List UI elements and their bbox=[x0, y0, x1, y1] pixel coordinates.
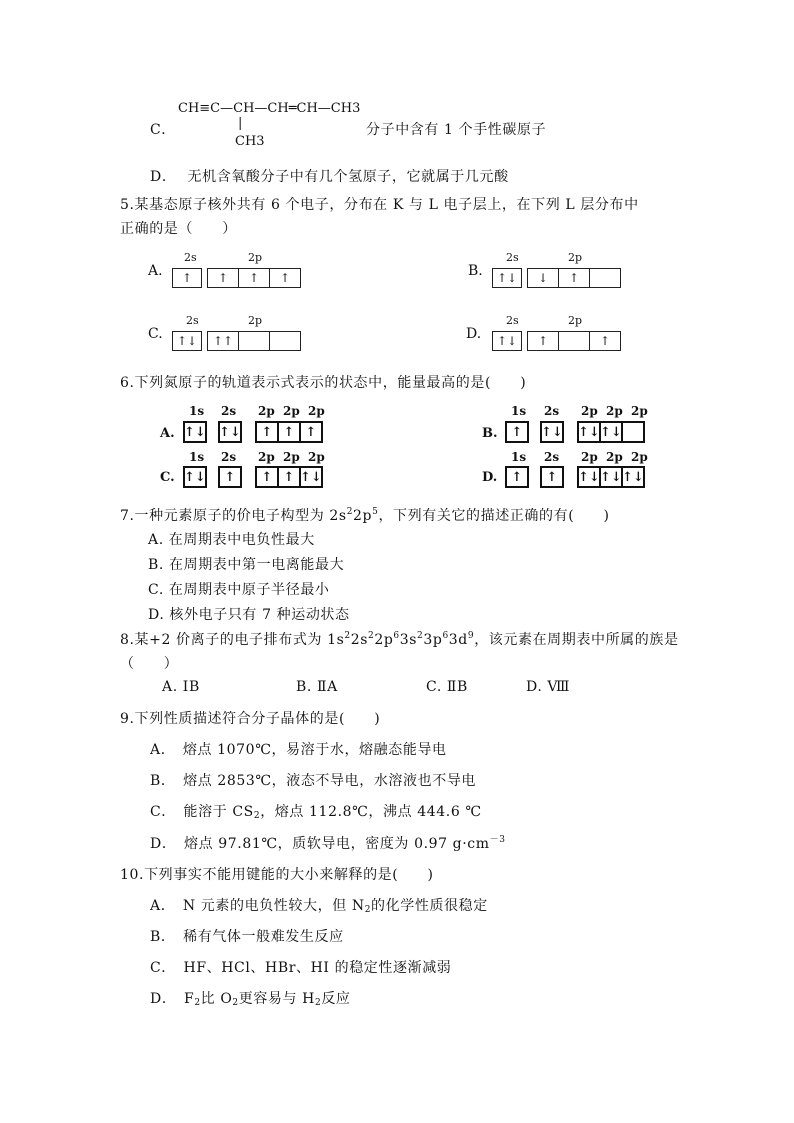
q6-b-2p3-label: 2p bbox=[631, 404, 648, 418]
q10-d-d: 反应 bbox=[321, 991, 351, 1007]
q6-d-label: D. bbox=[482, 470, 498, 485]
q10-option-c: C． HF、HCl、HBr、HI 的稳定性逐渐减弱 bbox=[150, 960, 452, 976]
q6-c-2s-box bbox=[218, 466, 242, 488]
q9-option-b: B． 熔点 2853℃，液态不导电，水溶液也不导电 bbox=[150, 773, 477, 789]
q6-a-2p2-label: 2p bbox=[283, 404, 300, 418]
q6-b-2s-box bbox=[540, 421, 564, 443]
q7-stem-sup1: 2 bbox=[346, 507, 354, 517]
orbital-cell: ↑↓ bbox=[541, 424, 563, 440]
q5-d-label: D. bbox=[466, 326, 482, 342]
orbital-cell: ↑ bbox=[546, 469, 558, 485]
q10-stem: 10.下列事实不能用键能的大小来解释的是( ) bbox=[120, 867, 434, 883]
q10-d-sub2: 2 bbox=[232, 998, 239, 1008]
orbital-cell: ↑ bbox=[279, 423, 301, 441]
q5-c-label: C. bbox=[148, 326, 163, 342]
orbital-cell: ↑ bbox=[511, 469, 523, 485]
q6-b-1s-box bbox=[505, 421, 529, 443]
q9-d-a: D． 熔点 97.81℃，质软导电，密度为 0.97 g·cm bbox=[150, 836, 490, 852]
q4d-option bbox=[150, 166, 509, 186]
orbital-cell: ↑↓ bbox=[496, 334, 518, 348]
q8-cfg: 9 bbox=[467, 631, 475, 641]
orbital-cell: ↑ bbox=[208, 269, 239, 287]
q8-stem bbox=[120, 629, 679, 649]
orbital-cell bbox=[590, 269, 620, 287]
orbital-cell: ↑ bbox=[511, 424, 523, 440]
q8-cfg: 6 bbox=[442, 631, 449, 641]
orbital-cell: ↑ bbox=[279, 468, 301, 486]
q7-stem-sup2: 5 bbox=[372, 507, 379, 517]
q6-c-label: C. bbox=[160, 470, 175, 485]
q8-cfg: 2 bbox=[368, 631, 375, 641]
q8-stem-line2: （ ） bbox=[120, 656, 179, 672]
q5-c-2s-box bbox=[172, 331, 202, 351]
q5-b-label: B. bbox=[468, 263, 483, 279]
q5-d-2p-box bbox=[527, 331, 621, 351]
orbital-cell: ↑↓ bbox=[184, 424, 206, 440]
q5-a-2s-box bbox=[172, 268, 202, 288]
q6-b-label: B. bbox=[482, 426, 498, 441]
q6-c-2p3-label: 2p bbox=[308, 450, 325, 464]
orbital-cell: ↓ bbox=[528, 269, 559, 287]
q8-cfg: 2 bbox=[417, 631, 424, 641]
q9-c-sub: 2 bbox=[253, 811, 261, 821]
orbital-cell: ↑↓ bbox=[184, 469, 206, 485]
q8-option-b: B. ⅡA bbox=[296, 679, 338, 695]
orbital-cell: ↑ bbox=[559, 269, 590, 287]
q4c-text: 分子中含有 1 个手性碳原子 bbox=[366, 122, 547, 138]
q7-option-b: B. 在周期表中第一电离能最大 bbox=[148, 557, 345, 573]
q6-d-2p3-label: 2p bbox=[631, 450, 648, 464]
orbital-cell: ↑ bbox=[599, 334, 611, 348]
q10-d-a: D． F bbox=[150, 991, 195, 1007]
orbital-cell: ↑↓ bbox=[600, 469, 622, 485]
q5-a-2s-label: 2s bbox=[184, 251, 197, 264]
orbital-cell bbox=[623, 423, 643, 441]
q6-d-2p-box bbox=[577, 466, 645, 488]
orbital-cell: ↑↓ bbox=[496, 271, 518, 285]
orbital-cell: ↑ bbox=[257, 423, 279, 441]
orbital-cell: ↑ bbox=[181, 271, 193, 285]
q6-a-1s-box bbox=[183, 421, 207, 443]
q6-c-1s-box bbox=[183, 466, 207, 488]
orbital-cell: ↑ bbox=[257, 468, 279, 486]
q4c-formula bbox=[178, 101, 360, 116]
q9-stem: 9.下列性质描述符合分子晶体的是( ) bbox=[120, 711, 381, 727]
orbital-cell: ↑↓ bbox=[600, 424, 622, 440]
q8-cfg: 3d bbox=[448, 632, 468, 648]
q9-option-a: A． 熔点 1070℃，易溶于水，熔融态能导电 bbox=[150, 742, 447, 758]
orbital-cell: ↑↓ bbox=[176, 334, 198, 348]
q6-a-2p3-label: 2p bbox=[308, 404, 325, 418]
q8-stem-a: 8.某+2 价离子的电子排布式为 1s bbox=[120, 632, 345, 648]
q5-c-2p-label: 2p bbox=[248, 314, 263, 327]
q5-b-2p-box bbox=[527, 268, 621, 288]
q6-a-1s-label: 1s bbox=[189, 404, 205, 418]
orbital-cell bbox=[559, 332, 590, 350]
q6-a-2s-label: 2s bbox=[221, 404, 237, 418]
q5-d-2s-label: 2s bbox=[506, 314, 519, 327]
q10-a-a: A． N 元素的电负性较大，但 N bbox=[150, 898, 365, 914]
q9-c-a: C． 能溶于 CS bbox=[150, 804, 254, 820]
q8-option-a: A. ⅠB bbox=[162, 679, 200, 695]
q7-option-d: D. 核外电子只有 7 种运动状态 bbox=[148, 607, 350, 623]
q8-cfg: 2 bbox=[344, 631, 351, 641]
q6-a-2p-box bbox=[255, 421, 323, 443]
q10-d-sub1: 2 bbox=[194, 998, 201, 1008]
q5-d-2s-box bbox=[492, 331, 522, 351]
orbital-cell: ↑ bbox=[305, 424, 317, 440]
q5-b-2s-box bbox=[492, 268, 522, 288]
q8-cfg: 2p bbox=[374, 632, 394, 648]
q6-d-1s-label: 1s bbox=[511, 450, 527, 464]
q6-b-2s-label: 2s bbox=[544, 404, 560, 418]
q6-c-1s-label: 1s bbox=[189, 450, 205, 464]
q6-c-2p2-label: 2p bbox=[283, 450, 300, 464]
q5-b-2p-label: 2p bbox=[568, 251, 583, 264]
q10-d-b: 比 O bbox=[200, 991, 233, 1007]
orbital-cell: ↑↓ bbox=[219, 424, 241, 440]
q10-option-a bbox=[150, 895, 488, 915]
q8-cfg: 3s bbox=[399, 632, 418, 648]
q7-stem-b: 2p bbox=[353, 508, 373, 524]
q4c-label: C． bbox=[150, 122, 176, 138]
q9-option-c bbox=[150, 801, 482, 821]
q6-a-2s-box bbox=[218, 421, 242, 443]
q9-c-b: ，熔点 112.8℃，沸点 444.6 ℃ bbox=[260, 804, 482, 820]
q9-option-d bbox=[150, 832, 506, 853]
q5-stem-line1: 5.某基态原子核外共有 6 个电子，分布在 K 与 L 电子层上，在下列 L 层分布中 bbox=[120, 197, 639, 213]
q6-d-1s-box bbox=[505, 466, 529, 488]
q4c-formula-main: CH≡C—CH—CH═CH—CH3 bbox=[178, 101, 361, 116]
q9-d-sup: －3 bbox=[489, 835, 506, 845]
q5-c-2p-box bbox=[207, 331, 301, 351]
q4d-label: D． bbox=[150, 169, 177, 185]
q6-c-2p-box bbox=[255, 466, 323, 488]
q7-stem bbox=[120, 505, 610, 525]
q5-c-2s-label: 2s bbox=[186, 314, 199, 327]
q7-option-a: A. 在周期表中电负性最大 bbox=[148, 532, 315, 548]
orbital-cell bbox=[239, 332, 270, 350]
q10-option-b: B． 稀有气体一般难发生反应 bbox=[150, 929, 344, 945]
q6-b-2p-box bbox=[577, 421, 645, 443]
q7-option-c: C. 在周期表中原子半径最小 bbox=[148, 582, 330, 598]
orbital-cell: ↑↓ bbox=[622, 469, 644, 485]
q4c-branch: CH3 bbox=[235, 134, 265, 149]
q6-a-label: A. bbox=[160, 426, 175, 441]
q6-b-2p2-label: 2p bbox=[606, 404, 623, 418]
q6-d-2p1-label: 2p bbox=[581, 450, 598, 464]
orbital-cell: ↑↓ bbox=[578, 424, 600, 440]
q8-cfg: 6 bbox=[393, 631, 400, 641]
q6-d-2s-box bbox=[540, 466, 564, 488]
q6-c-2s-label: 2s bbox=[221, 450, 237, 464]
orbital-cell: ↑ bbox=[239, 269, 270, 287]
q5-a-2p-label: 2p bbox=[248, 251, 263, 264]
orbital-cell: ↑ bbox=[224, 469, 236, 485]
q6-b-2p1-label: 2p bbox=[581, 404, 598, 418]
q5-a-label: A. bbox=[148, 263, 163, 279]
q6-d-2p2-label: 2p bbox=[606, 450, 623, 464]
q5-d-2p-label: 2p bbox=[568, 314, 583, 327]
orbital-cell: ↑ bbox=[528, 332, 559, 350]
q10-d-sub3: 2 bbox=[315, 998, 322, 1008]
q7-stem-a: 7.一种元素原子的价电子构型为 2s bbox=[120, 508, 347, 524]
q10-a-sub: 2 bbox=[364, 905, 372, 915]
q8-cfg: 2s bbox=[350, 632, 369, 648]
q6-a-2p1-label: 2p bbox=[258, 404, 275, 418]
q8-stem-c: ，该元素在周期表中所属的族是 bbox=[474, 632, 679, 648]
q4d-text: 无机含氧酸分子中有几个氢原子，它就属于几元酸 bbox=[187, 169, 509, 185]
orbital-cell: ↑ bbox=[279, 271, 291, 285]
q5-b-2s-label: 2s bbox=[506, 251, 519, 264]
orbital-cell: ↑↑ bbox=[208, 332, 239, 350]
q5-stem-line2: 正确的是（ ） bbox=[120, 221, 237, 237]
q5-a-2p-box bbox=[207, 268, 301, 288]
q10-option-d bbox=[150, 988, 351, 1008]
q8-option-d: D. Ⅷ bbox=[526, 679, 571, 695]
q7-stem-c: ，下列有关它的描述正确的有( ) bbox=[378, 508, 610, 524]
orbital-cell bbox=[270, 332, 300, 350]
q10-d-c: 更容易与 H bbox=[238, 991, 315, 1007]
q6-c-2p1-label: 2p bbox=[258, 450, 275, 464]
q6-stem: 6.下列氮原子的轨道表示式表示的状态中，能量最高的是( ) bbox=[120, 375, 527, 391]
q4c-branch-bar: | bbox=[238, 116, 243, 131]
q8-cfg: 3p bbox=[423, 632, 443, 648]
q6-d-2s-label: 2s bbox=[544, 450, 560, 464]
orbital-cell: ↑↓ bbox=[578, 469, 600, 485]
q8-option-c: C. ⅡB bbox=[426, 679, 468, 695]
q10-a-b: 的化学性质很稳定 bbox=[371, 898, 488, 914]
orbital-cell: ↑↓ bbox=[300, 469, 322, 485]
q6-b-1s-label: 1s bbox=[511, 404, 527, 418]
